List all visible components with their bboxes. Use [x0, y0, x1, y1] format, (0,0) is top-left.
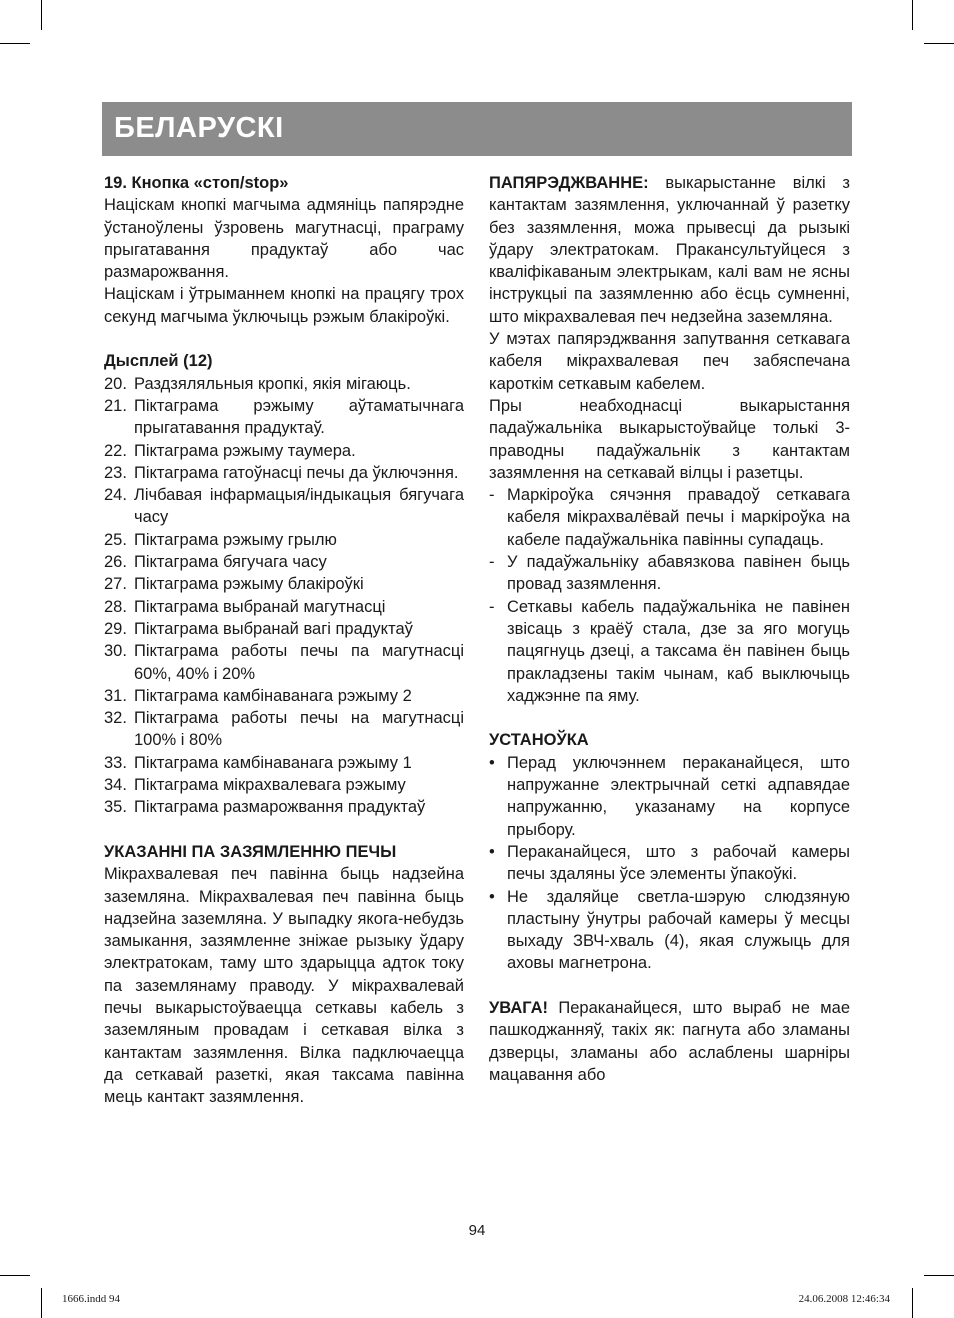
list-item: 31. Піктаграма камбінаванага рэжыму 2 — [104, 686, 412, 705]
list-item: • Перад уключэннем пераканайцеся, што напружанне электрычнай сеткі адпавядае напружанню, указанаму на корпусе прыбору. — [489, 752, 850, 841]
warning-text: выкарыстанне вілкі з кантактам зазямлення, уключаннай ў разетку без зазямлення, можа прывесці да рызыкі ўдару электратокам. Пракансультуйцеся з кваліфікаваным электрыкам, калі вам не ясны інструкцыі па зазямленню або ёсць сумненні, што мікрахвалевая печ недзейна заземляна. — [489, 174, 850, 326]
bullet-list — [489, 752, 850, 975]
list-item: 25. Піктаграма рэжыму грылю — [104, 530, 337, 549]
dash-list — [489, 484, 850, 707]
list-item: 21. Піктаграма рэжыму аўтаматычнага прыгатавання прадуктаў. — [104, 396, 464, 438]
banner-title: БЕЛАРУСКІ — [114, 112, 284, 144]
list-item: 23. Піктаграма гатоўнасці печы да ўключэння. — [104, 463, 459, 482]
list-item: • Пераканайцеся, што з рабочай камеры печы здаляны ўсе элементы ўпакоўкі. — [489, 841, 850, 886]
crop-mark — [0, 1275, 30, 1276]
bullet-marker: • — [489, 753, 495, 772]
warning-paragraph-1 — [489, 172, 850, 328]
list-item: 24. Лічбавая інфармацыя/індыкацыя бягучага часу — [104, 486, 464, 527]
crop-mark — [41, 1288, 42, 1318]
list-item: 29. Піктаграма выбранай вагі прадуктаў — [104, 619, 413, 638]
crop-mark — [912, 0, 913, 30]
crop-mark — [41, 0, 42, 30]
section-19-heading: 19. Кнопка «стоп/stop» — [104, 174, 289, 192]
bullet-marker: • — [489, 887, 495, 906]
list-item: 34. Піктаграма мікрахвалевага рэжыму — [104, 776, 406, 795]
display-list — [104, 373, 464, 819]
list-item: - Сеткавы кабель падаўжальніка не павінен звісаць з краёў стала, дзе за яго могуць пацягнуць дзеці, а таксама ён павінен быць пракладзены такім чынам, каб выключыць хаджэнне па яму. — [489, 596, 850, 707]
list-item: 20. Раздзяляльныя кропкі, якія мігаюць. — [104, 374, 411, 393]
list-item: 35. Піктаграма размарожвання прадуктаў — [104, 798, 426, 817]
list-item: 26. Піктаграма бягучага часу — [104, 553, 327, 572]
right-column — [489, 172, 850, 1086]
list-item: 27. Піктаграма рэжыму блакіроўкі — [104, 575, 364, 594]
grounding-paragraph: Мікрахвалевая печ павінна быць надзейна заземляна. Мікрахвалевая печ павінна быць надзейна заземляна. У выпадку якога-небудзь замыкання, зазямленне зніжае рызыку ўдару электратокам, таму што здарыцца адток току па заземлянаму праводу. У мікрахвалевай печы выкарыстоўваецца сеткавы кабель з заземляным провадам і сеткавая вілка з кантактам зазямлення. Вілка падключаецца да сеткавай разеткі, якая таксама павінна мець кантакт зазямлення. — [104, 865, 464, 1107]
display-heading: Дысплей (12) — [104, 352, 213, 371]
installation-heading: УСТАНОЎКА — [489, 731, 589, 750]
left-column — [104, 172, 464, 1108]
page-number: 94 — [468, 1222, 486, 1239]
bullet-marker: • — [489, 842, 495, 861]
section-19-paragraph-2: Націскам і ўтрыманнем кнопкі на працягу трох секунд магчыма ўключыць рэжым блакіроўкі. — [104, 285, 464, 326]
dash-marker: - — [489, 553, 495, 572]
list-item: 32. Піктаграма работы печы на магутнасці 100% і 80% — [104, 709, 464, 750]
crop-mark — [0, 43, 30, 44]
list-item: 33. Піктаграма камбінаванага рэжыму 1 — [104, 753, 412, 772]
crop-mark — [912, 1288, 913, 1318]
section-19-paragraph-1: Націскам кнопкі магчыма адмяніць папярэдне ўстаноўлены ўзровень магутнасці, праграму прыгатавання прадуктаў або час размарожвання. — [104, 196, 464, 282]
list-item: 28. Піктаграма выбранай магутнасці — [104, 597, 386, 616]
list-item: - У падаўжальніку абавязкова павінен быць провад зазямлення. — [489, 551, 850, 596]
list-item: - Маркіроўка сячэння правадоў сеткавага кабеля мікрахвалёвай печы і маркіроўка на кабеле падаўжальніка павінны супадаць. — [489, 484, 850, 551]
caution-paragraph — [489, 997, 850, 1086]
dash-marker: - — [489, 486, 495, 505]
footer-file: 1666.indd 94 — [62, 1293, 121, 1305]
warning-paragraph-3: Пры неабходнасці выкарыстання падаўжальніка выкарыстоўвайце толькі 3-праводны падаўжальнік з кантактам зазямлення на сеткавай вілцы і разетцы. — [489, 396, 850, 482]
list-item: • Не здаляйце светла-шэрую слюдзяную пластыну ўнутры рабочай камеры ў месцы выхаду ЗВЧ-хваль (4), якая служыць для аховы магнетрона. — [489, 886, 850, 975]
footer-date: 24.06.2008 12:46:34 — [798, 1293, 890, 1305]
caution-text: Пераканайцеся, што выраб не мае пашкоджанняў, такіх як: пагнута або зламаны дзверцы, зламаны або аслаблены шарніры мацавання або — [489, 998, 850, 1084]
warning-label: ПАПЯРЭДЖВАННЕ: — [489, 174, 649, 192]
list-item: 30. Піктаграма работы печы па магутнасці 60%, 40% і 20% — [104, 642, 464, 683]
list-item: 22. Піктаграма рэжыму таумера. — [104, 441, 356, 460]
crop-mark — [924, 43, 954, 44]
caution-label: УВАГА! — [489, 998, 548, 1017]
language-banner — [102, 102, 852, 156]
dash-marker: - — [489, 597, 495, 616]
grounding-heading: УКАЗАННІ ПА ЗАЗЯМЛЕННЮ ПЕЧЫ — [104, 842, 397, 861]
warning-paragraph-2: У мэтах папярэджвання запутвання сеткавага кабеля мікрахвалевая печ забяспечана кароткім сеткавым кабелем. — [489, 330, 850, 393]
crop-mark — [924, 1275, 954, 1276]
